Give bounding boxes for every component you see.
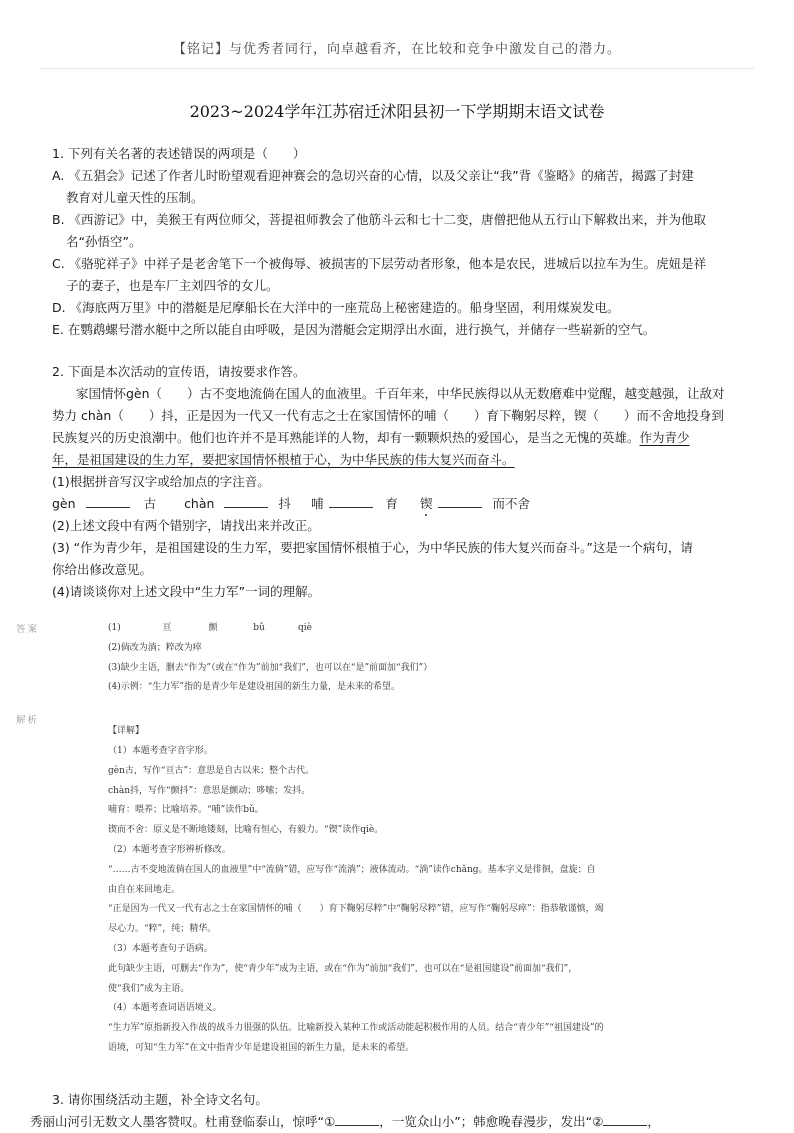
document-body (16, 143, 742, 1133)
char-gu: 古 (143, 496, 157, 511)
option-a-line-1: A. 《五猖会》记述了作者儿时盼望观看迎神赛会的急切兴奋的心情，以及父亲让“我”背《鉴略》的痛苦，揭露了封建 (52, 168, 694, 183)
blank-bu[interactable] (329, 493, 373, 508)
question-3 (30, 1089, 742, 1133)
header-divider (40, 68, 754, 69)
analysis-line-13: 此句缺少主语，可删去“作为”，使“青少年”成为主语，或在“作为”前加“我们”，也可以在“是祖国建设”前面加“我们”， (108, 963, 578, 974)
answer-label: 答案 (16, 624, 40, 635)
option-b-line-1: B. 《西游记》中，美猴王有两位师父，菩提祖师教会了他筋斗云和七十二变，唐僧把他从五行山下解救出来，并为他取 (52, 212, 707, 227)
question-2 (52, 361, 742, 603)
analysis-line-17: 语境，可知“生力军”在文中指青少年是建设祖国的新生力量，是未来的希望。 (108, 1042, 415, 1053)
analysis-line-4: chàn抖，写作“颤抖”：意思是颤动；哆嗦；发抖。 (108, 785, 311, 796)
analysis-line-3: gèn古，写作“亘古”：意思是自古以来；整个古代。 (108, 765, 315, 776)
pinyin-gen: gèn (52, 496, 76, 511)
question-3-text-3: ， (647, 1113, 660, 1129)
analysis-line-5: 哺育：喂养；比喻培养。“哺”读作bǔ。 (108, 805, 264, 816)
passage-underlined-start: 作为青少 (639, 430, 690, 445)
blank-chan[interactable] (224, 493, 268, 508)
sub-question-1: (1)根据拼音写汉字或给加点的字注音。 (52, 474, 270, 489)
option-c-line-1: C. 《骆驼祥子》中祥子是老舍笔下一个被侮辱、被损害的下层劳动者形象，他本是农民，进城后以拉车为生。虎妞是祥 (52, 256, 707, 271)
char-bu: 哺 (310, 496, 324, 511)
blank-qie[interactable] (438, 493, 482, 508)
analysis-line-15: （4）本题考查词语语境义。 (108, 1003, 222, 1014)
sub-question-2: (2)上述文段中有两个错别字，请找出来并改正。 (52, 518, 320, 533)
question-1-stem: 1. 下列有关名著的表述错误的两项是（ ） (52, 146, 306, 161)
sub-question-4: (4)请谈谈你对上述文段中“生力军”一词的理解。 (52, 584, 321, 599)
option-d: D. 《海底两万里》中的潜艇是尼摩船长在大洋中的一座荒岛上秘密建造的。船身坚固，利用煤炭发电。 (52, 300, 620, 315)
analysis-line-12: （3）本题考查句子语病。 (108, 943, 213, 954)
answer-line-4: (4)示例：“生力军”指的是青少年是建设祖国的新生力量，是未来的希望。 (108, 682, 400, 693)
blank-poem-1[interactable] (335, 1111, 379, 1126)
answer-line-1 (108, 619, 742, 639)
analysis-line-10: “正是因为一代又一代有志之士在家国情怀的哺（ ）育下鞠躬尽粹”中“鞠躬尽粹”错，应写作“鞠躬尽瘁”：指恭敬谨慎，竭 (108, 904, 604, 915)
option-a-line-2: 教育对儿童天性的压制。 (66, 190, 204, 205)
analysis-block (0, 712, 742, 1059)
blank-poem-2[interactable] (603, 1111, 647, 1126)
char-yu: 育 (385, 496, 398, 511)
passage-line-2: 势力 chàn（ ）抖，正是因为一代又一代有志之士在家国情怀的哺（ ）育下鞠躬尽粹，锲（ ）而不舍地投身到 (52, 408, 724, 423)
document-title: 2023~2024学年江苏宿迁沭阳县初一下学期期末语文试卷 (189, 102, 605, 121)
fill-blank-row (52, 493, 742, 515)
answer-line-3: (3)缺少主语，删去“作为”（或在“作为”前加“我们”，也可以在“是”前面加“我们”） (108, 662, 433, 673)
question-3-stem: 3. 请你围绕活动主题，补全诗文名句。 (52, 1091, 268, 1107)
answer-1-pinyin-qie: qiè (298, 623, 312, 633)
analysis-line-1: 【详解】 (108, 726, 145, 737)
analysis-line-8: “……古不变地流倘在国人的血液里”中“流倘”错，应写作“流淌”；液体流动。“淌”读作chǎng。基本字义是徘徊，盘旋；自 (108, 864, 596, 875)
option-e: E. 在鹦鹉螺号潜水艇中之所以能自由呼吸，是因为潜艇会定期浮出水面，进行换气，并储存一些崭新的空气。 (52, 322, 656, 337)
question-2-stem: 2. 下面是本次活动的宣传语，请按要求作答。 (52, 364, 306, 379)
analysis-line-2: （1）本题考查字音字形。 (108, 745, 213, 756)
question-1 (52, 143, 742, 341)
question-3-text-1: 秀丽山河引无数文人墨客赞叹。杜甫登临泰山，惊呼“① (30, 1113, 336, 1129)
char-qie-dotted: 锲 (419, 496, 433, 511)
answer-line-2: (2)倘改为淌；粹改为瘁 (108, 642, 202, 653)
answer-block (0, 619, 742, 698)
analysis-label: 解析 (16, 715, 40, 727)
answer-1-number: (1) (108, 623, 121, 633)
answer-1-pinyin-bu: bǔ (253, 623, 265, 633)
answer-1-char-gen: 亘 (162, 623, 172, 633)
char-dou: 抖 (278, 496, 291, 511)
answer-1-char-chan: 颤 (208, 623, 218, 633)
pinyin-chan: chàn (184, 496, 215, 511)
analysis-line-11: 尽心力。“粹”，纯；精华。 (108, 924, 217, 935)
analysis-line-14: 使“我们”成为主语。 (108, 983, 190, 994)
passage-line-3-text: 民族复兴的历史浪潮中。他们也许并不是耳熟能详的人物，却有一颗颗炽热的爱国心，是当之无愧的英雄。 (52, 430, 640, 445)
analysis-line-6: 锲而不舍：原义是不断地镂刻，比喻有恒心，有毅力。“锲”读作qiè。 (108, 825, 384, 836)
passage-line-1: 家国情怀gèn（ ）古不变地流倘在国人的血液里。千百年来，中华民族得以从无数磨难中觉醒，越变越强，让敌对 (76, 386, 725, 401)
analysis-line-16: “生力军”原指新投入作战的战斗力很强的队伍。比喻新投入某种工作或活动能起积极作用的人员。结合“青少年”“祖国建设”的 (108, 1023, 604, 1034)
header-motto: 【铭记】与优秀者同行，向卓越看齐，在比较和竞争中激发自己的潜力。 (172, 42, 621, 57)
passage-line-4: 年，是祖国建设的生力军，要把家国情怀根植于心，为中华民族的伟大复兴而奋斗。 (52, 452, 515, 467)
text-er-bu-she: 而不舍 (492, 496, 530, 511)
analysis-line-9: 由自在来回地走。 (108, 884, 181, 895)
sub-question-3-line-2: 你给出修改意见。 (52, 562, 153, 577)
blank-gen[interactable] (86, 493, 130, 508)
option-b-line-2: 名“孙悟空”。 (66, 234, 142, 249)
passage-line-3 (52, 427, 742, 449)
option-c-line-2: 子的妻子，也是车厂主刘四爷的女儿。 (66, 278, 279, 293)
sub-question-3-line-1: (3) “作为青少年，是祖国建设的生力军，要把家国情怀根植于心，为中华民族的伟大复兴而奋斗。”这是一个病句，请 (52, 540, 693, 555)
question-3-line (30, 1111, 742, 1133)
question-3-text-2: ，一览众山小”；韩愈晚春漫步，发出“② (379, 1113, 604, 1129)
analysis-line-7: （2）本题考查字形辨析修改。 (108, 844, 231, 855)
